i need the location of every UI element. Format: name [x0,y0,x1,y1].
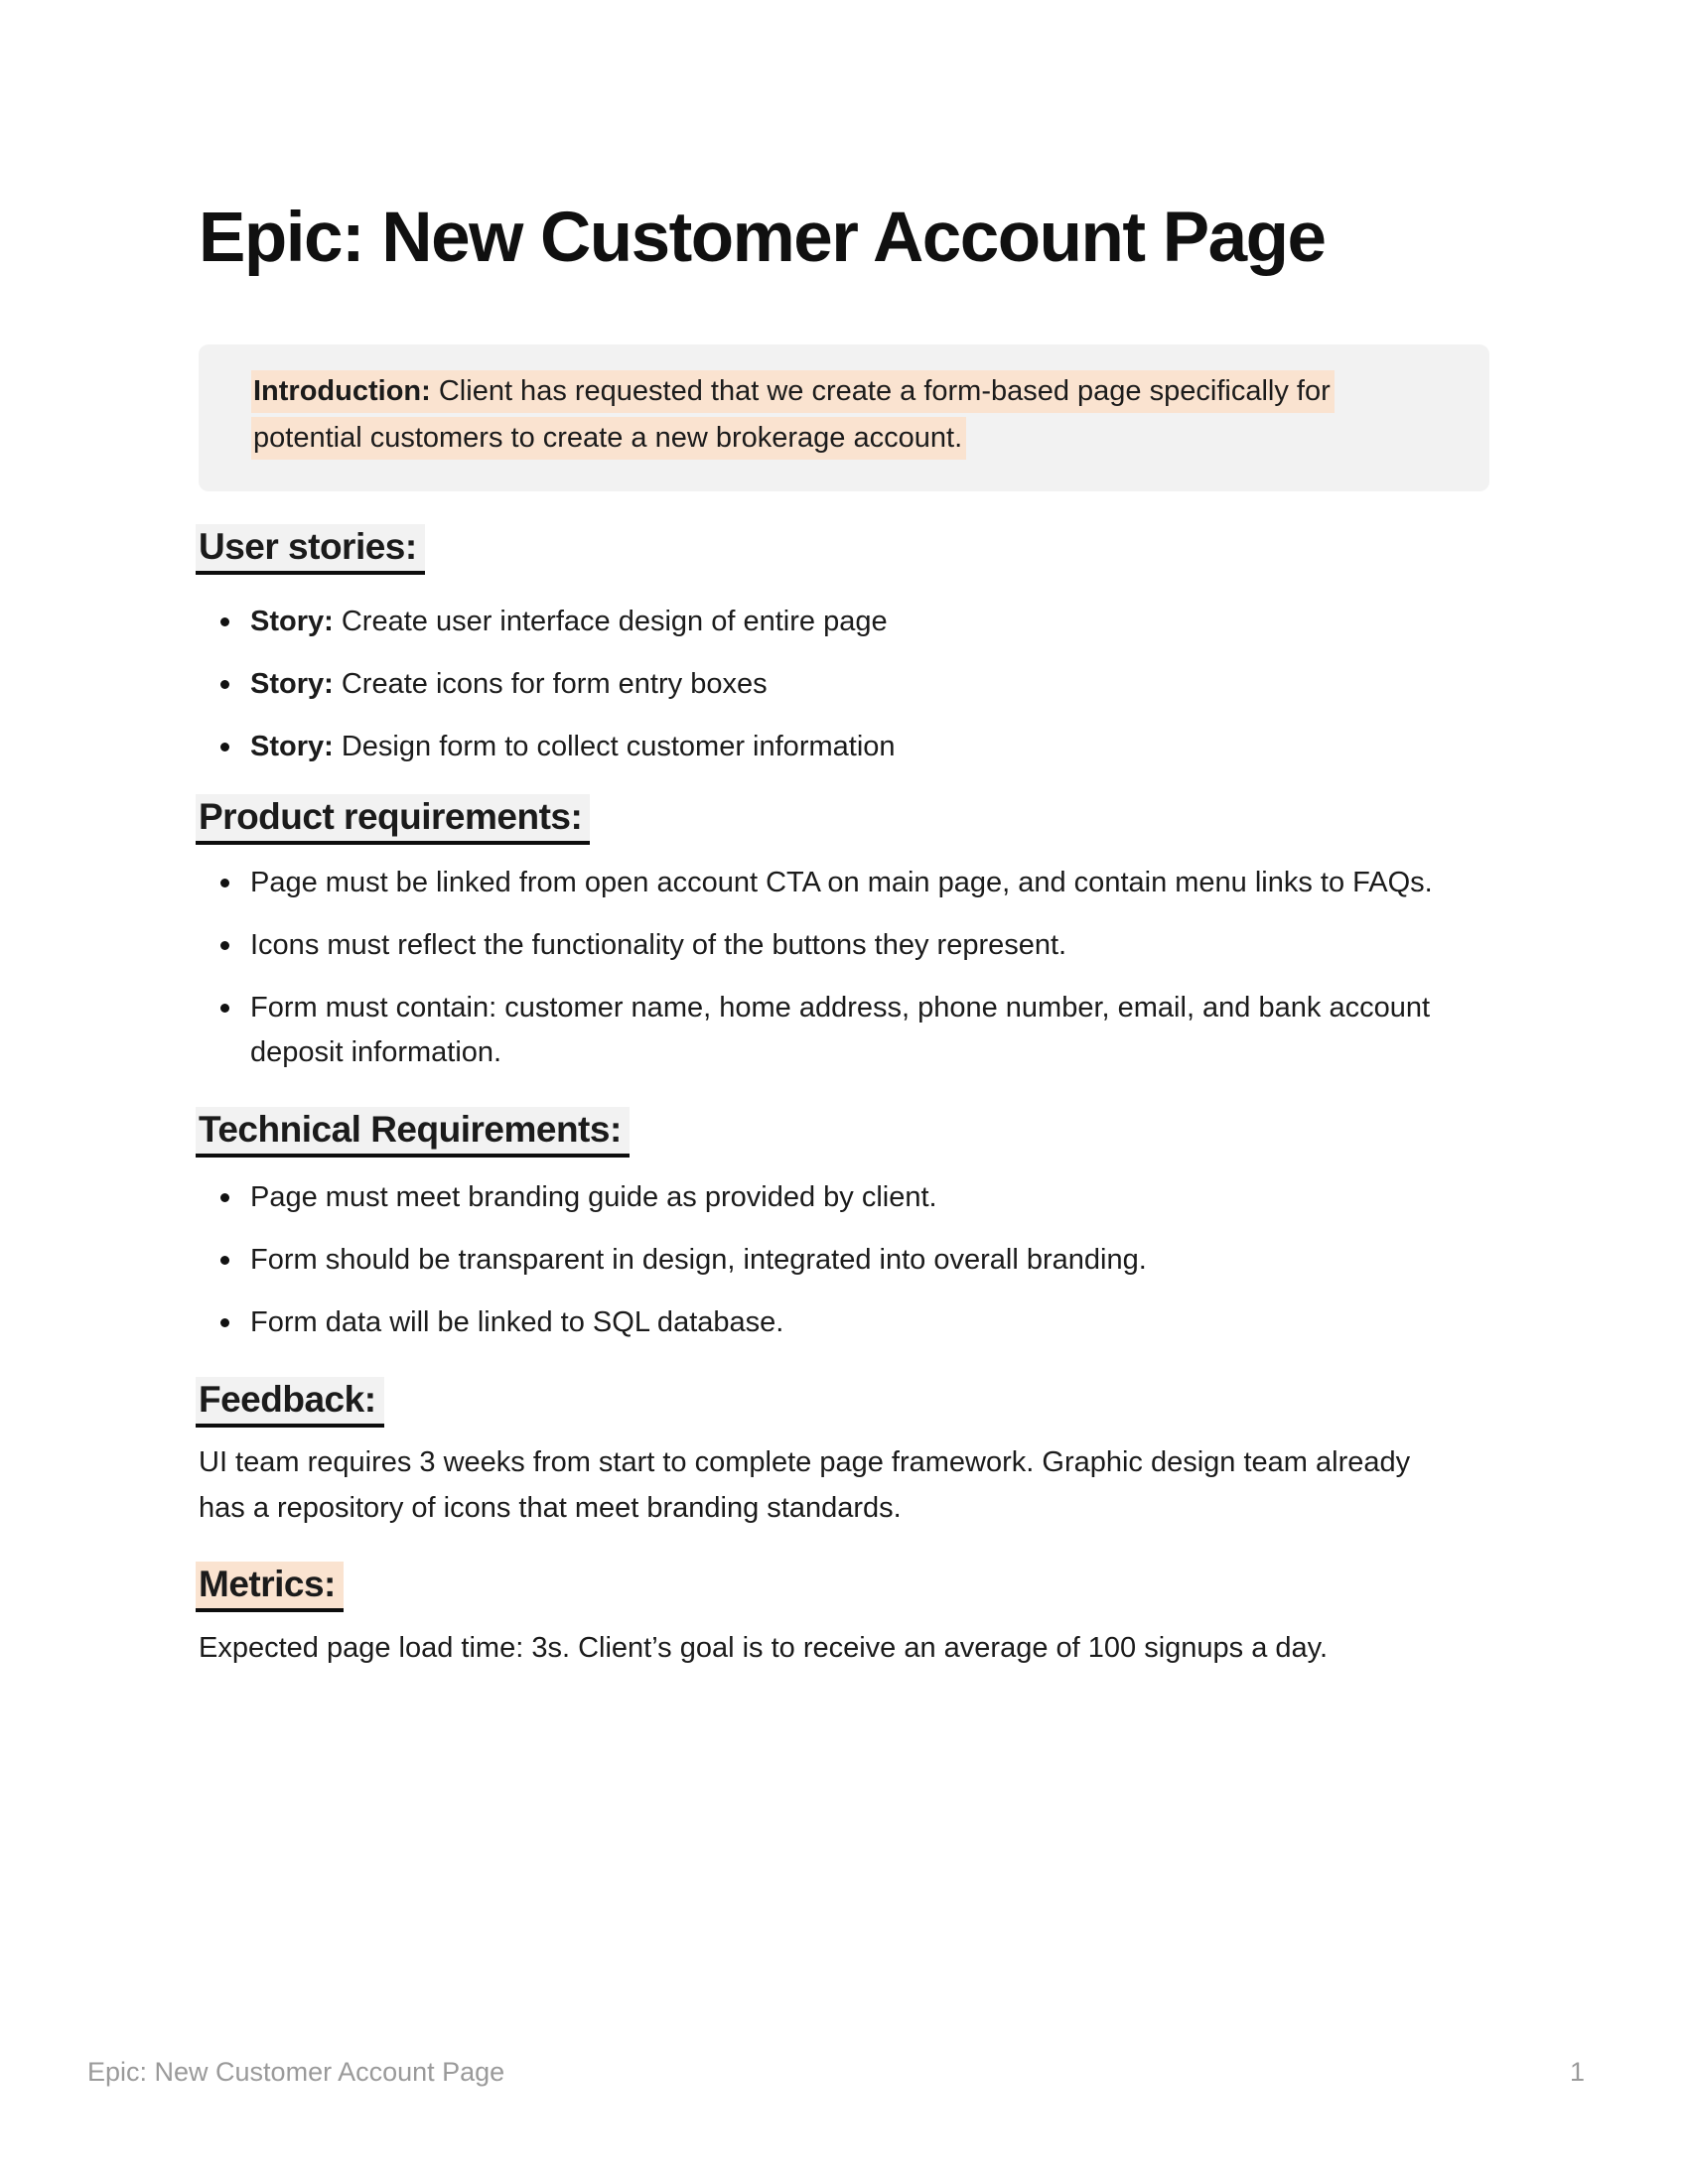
intro-highlight-line2: potential customers to create a new brokerage account. [251,417,966,460]
footer-title: Epic: New Customer Account Page [87,2057,505,2087]
heading-feedback: Feedback: [199,1377,384,1428]
page-footer [87,2057,1585,2088]
document-title: Epic: New Customer Account Page [199,199,1326,277]
heading-technical-requirements: Technical Requirements: [199,1107,630,1158]
list-item: Form data will be linked to SQL database. [199,1300,1479,1345]
heading-metrics: Metrics: [199,1562,344,1612]
footer-page-number: 1 [1569,2057,1585,2087]
intro-text-line1: Client has requested that we create a form-based page specifically for [438,375,1331,407]
heading-product-requirements: Product requirements: [199,794,590,845]
list-item: Story: Design form to collect customer information [199,725,1479,769]
technical-requirements-list [199,1175,1479,1363]
metrics-paragraph: Expected page load time: 3s. Client’s goal is to receive an average of 100 signups a day. [199,1632,1329,1664]
list-item: Story: Create user interface design of entire page [199,600,1479,644]
intro-callout [199,344,1489,491]
user-stories-list [199,600,1479,787]
list-item: Page must meet branding guide as provided by client. [199,1175,1479,1220]
feedback-paragraph: UI team requires 3 weeks from start to complete page framework. Graphic design team already has a repository of icons that meet branding standards. [199,1446,1411,1524]
list-item: Page must be linked from open account CTA on main page, and contain menu links to FAQs. [199,861,1479,905]
list-item: Icons must reflect the functionality of the buttons they represent. [199,923,1479,968]
list-item: Form must contain: customer name, home address, phone number, email, and bank account deposit information. [199,986,1479,1075]
intro-label: Introduction: [253,375,431,407]
list-item: Story: Create icons for form entry boxes [199,662,1479,707]
heading-user-stories: User stories: [199,524,425,575]
intro-highlight-line1 [251,370,1335,413]
list-item: Form should be transparent in design, integrated into overall branding. [199,1238,1479,1283]
product-requirements-list [199,861,1479,1093]
